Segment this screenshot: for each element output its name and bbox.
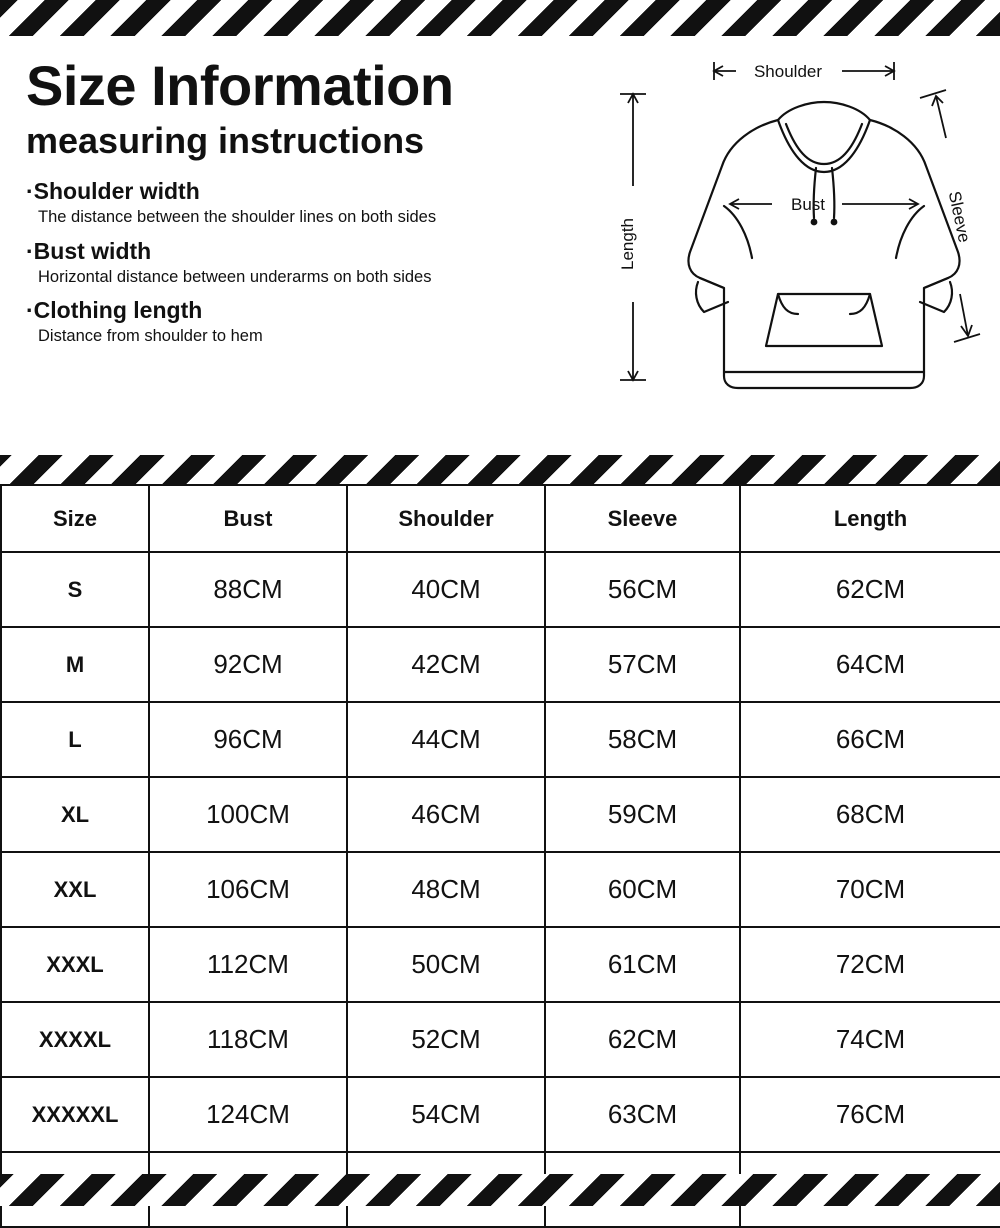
column-header-length: Length <box>740 485 1000 552</box>
column-header-size: Size <box>1 485 149 552</box>
table-row <box>1 1002 1000 1077</box>
cell-shoulder: 44CM <box>347 702 545 777</box>
size-chart-table <box>0 484 1000 1228</box>
cell-shoulder: 46CM <box>347 777 545 852</box>
table-row <box>1 627 1000 702</box>
hazard-stripe-middle <box>0 455 1000 485</box>
cell-size: M <box>1 627 149 702</box>
cell-size: XL <box>1 777 149 852</box>
cell-sleeve: 58CM <box>545 702 740 777</box>
cell-size: L <box>1 702 149 777</box>
cell-sleeve: 57CM <box>545 627 740 702</box>
diagram-shoulder-label: Shoulder <box>753 62 823 81</box>
page-title: Size Information <box>26 54 454 117</box>
cell-sleeve: 56CM <box>545 552 740 627</box>
cell-sleeve: 62CM <box>545 1002 740 1077</box>
cell-shoulder: 52CM <box>347 1002 545 1077</box>
column-header-shoulder: Shoulder <box>347 485 545 552</box>
cell-length: 68CM <box>740 777 1000 852</box>
bullet-clothing-length-label: ·Clothing length <box>26 297 203 324</box>
diagram-length-label: Length <box>618 218 637 270</box>
cell-sleeve: 60CM <box>545 852 740 927</box>
cell-size: XXXL <box>1 927 149 1002</box>
bullet-shoulder-width-desc: The distance between the shoulder lines on both sides <box>38 208 437 227</box>
cell-size: S <box>1 552 149 627</box>
table-row <box>1 927 1000 1002</box>
table-row <box>1 852 1000 927</box>
table-row <box>1 552 1000 627</box>
cell-sleeve: 59CM <box>545 777 740 852</box>
page-subtitle: measuring instructions <box>26 120 425 161</box>
cell-length: 72CM <box>740 927 1000 1002</box>
table-row <box>1 777 1000 852</box>
cell-sleeve: 61CM <box>545 927 740 1002</box>
hazard-stripe-bottom <box>0 1174 1000 1206</box>
cell-bust: 88CM <box>149 552 347 627</box>
cell-length: 74CM <box>740 1002 1000 1077</box>
bullet-clothing-length-desc: Distance from shoulder to hem <box>38 326 263 345</box>
cell-sleeve: 63CM <box>545 1077 740 1152</box>
cell-shoulder: 42CM <box>347 627 545 702</box>
cell-length: 66CM <box>740 702 1000 777</box>
cell-bust: 96CM <box>149 702 347 777</box>
cell-length: 76CM <box>740 1077 1000 1152</box>
cell-bust: 124CM <box>149 1077 347 1152</box>
cell-shoulder: 50CM <box>347 927 545 1002</box>
cell-shoulder: 40CM <box>347 552 545 627</box>
bullet-bust-width-label: ·Bust width <box>26 237 152 264</box>
cell-length: 62CM <box>740 552 1000 627</box>
cell-bust: 100CM <box>149 777 347 852</box>
cell-size: XXL <box>1 852 149 927</box>
cell-bust: 106CM <box>149 852 347 927</box>
column-header-bust: Bust <box>149 485 347 552</box>
measuring-instructions-text <box>26 54 616 356</box>
hoodie-diagram <box>602 46 994 446</box>
cell-length: 70CM <box>740 852 1000 927</box>
cell-bust: 92CM <box>149 627 347 702</box>
bullet-shoulder-width-label: ·Shoulder width <box>26 178 200 205</box>
diagram-bust-label: Bust <box>790 195 826 214</box>
size-information-panel <box>0 40 1000 452</box>
bullet-bust-width-desc: Horizontal distance between underarms on both sides <box>38 267 432 286</box>
diagram-sleeve-label: Sleeve <box>944 189 975 245</box>
cell-size: XXXXL <box>1 1002 149 1077</box>
hazard-stripe-top <box>0 0 1000 36</box>
cell-length: 64CM <box>740 627 1000 702</box>
cell-shoulder: 48CM <box>347 852 545 927</box>
cell-bust: 112CM <box>149 927 347 1002</box>
table-row <box>1 1077 1000 1152</box>
table-row <box>1 702 1000 777</box>
cell-bust: 118CM <box>149 1002 347 1077</box>
table-header-row <box>1 485 1000 552</box>
column-header-sleeve: Sleeve <box>545 485 740 552</box>
cell-shoulder: 54CM <box>347 1077 545 1152</box>
cell-size: XXXXXL <box>1 1077 149 1152</box>
